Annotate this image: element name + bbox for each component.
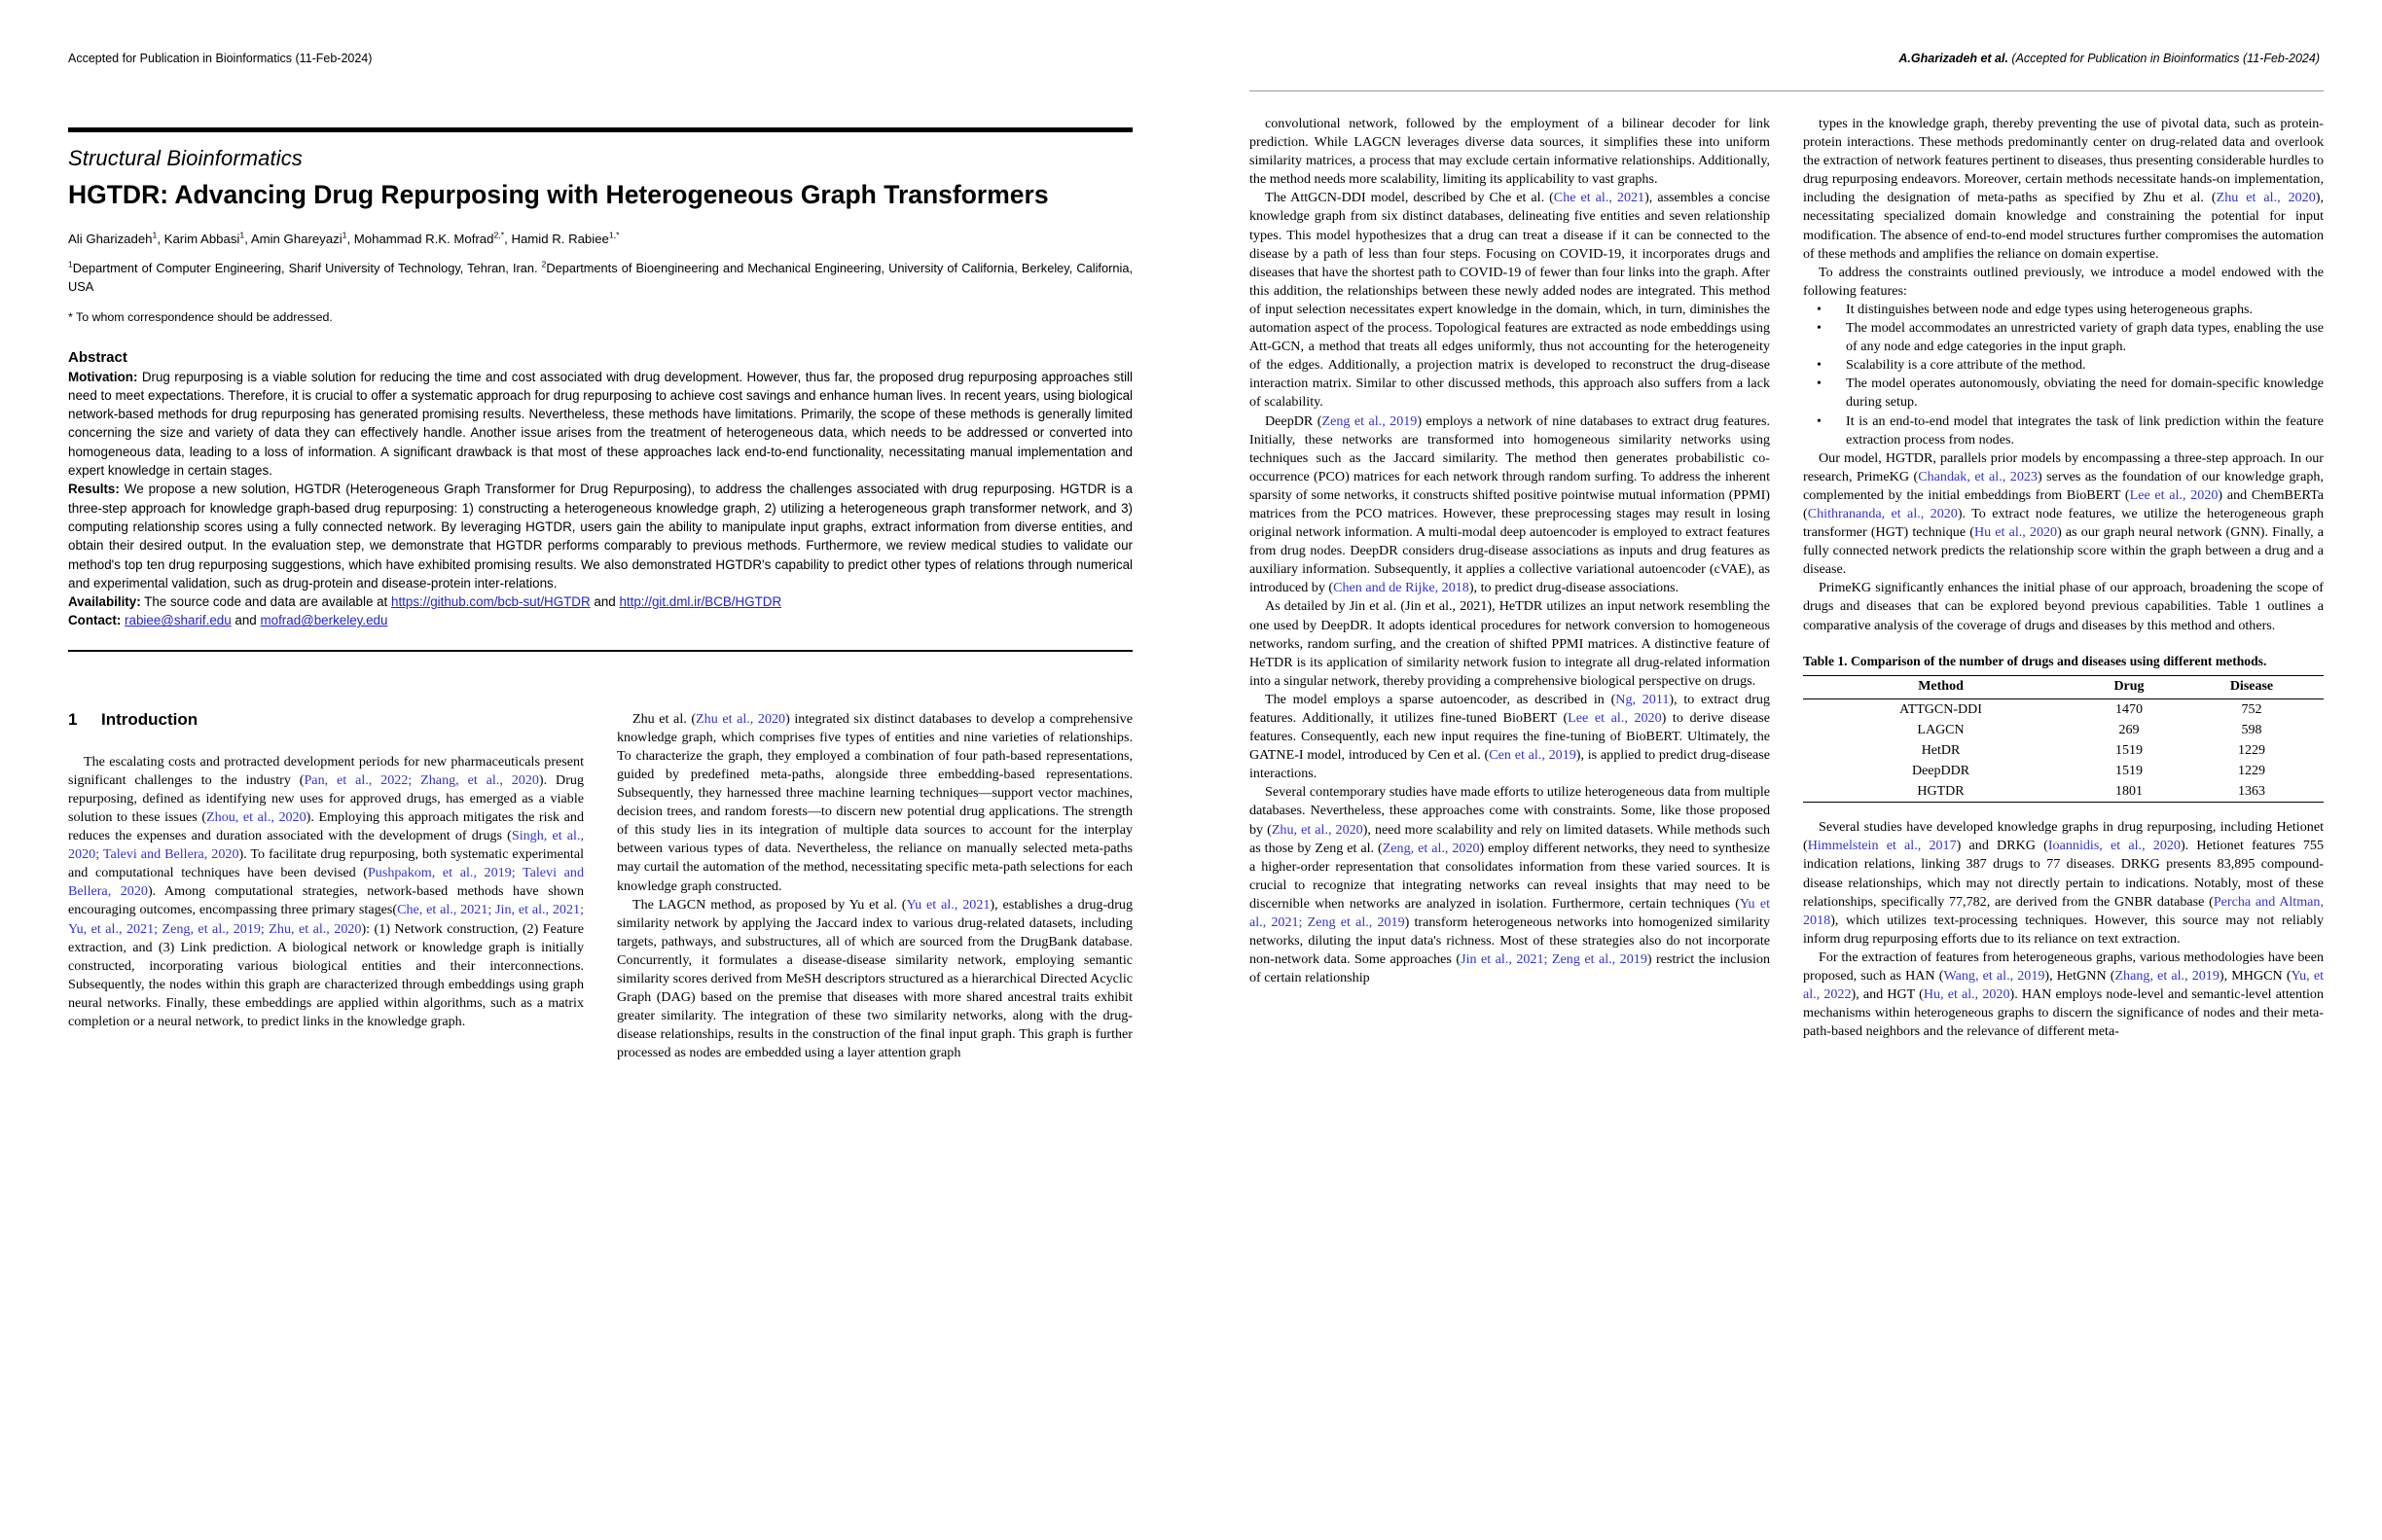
abstract-motivation	[68, 368, 1133, 481]
citation-link[interactable]: Percha and Altman, 2018	[1803, 893, 2324, 928]
abstract-contact	[68, 611, 1133, 629]
running-head-publication: (Accepted for Publication in Bioinformatics (11-Feb-2024)	[2007, 52, 2320, 65]
citation-link[interactable]: Hu, et al., 2020	[1923, 986, 2010, 1003]
body-paragraph: To address the constraints outlined previously, we introduce a model endowed with the following features:	[1803, 264, 2324, 299]
right-col1-paragraphs	[1249, 115, 1770, 987]
dml-repo-link[interactable]: http://git.dml.ir/BCB/HGTDR	[619, 594, 782, 610]
body-paragraph: Several contemporary studies have made efforts to utilize heterogeneous data from multiple databases. Nevertheless, these approaches come with constraints. Some, like those proposed by (Zhu, et al., 2020), need more scalability and rely on limited datasets. While methods such as those by Zeng et al. (Zeng, et al., 2020) employ different networks, they need to synthesize a higher-order representation that consolidates information from these varied sources. It is crucial to recognize that integrating networks can reveal insights that may need to be discernible when networks are analyzed in isolation. Furthermore, certain techniques (Yu et al., 2021; Zeng et al., 2019) transform heterogeneous networks into homogenized similarity networks, diluting the input data's richness. Most of these strategies also do not incorporate non-network data. Some approaches (Jin et al., 2021; Zeng et al., 2019) restrict the inclusion of certain relationship	[1249, 784, 1771, 986]
feature-list-item: • Scalability is a core attribute of the method.	[1803, 356, 2324, 375]
running-head-authors: A.Gharizadeh et al.	[1898, 52, 2008, 65]
abstract-motivation-text: Drug repurposing is a viable solution for reducing the time and cost associated with drug development. However, thus far, the proposed drug repurposing approaches still need to meet expectations. Therefore, it is crucial to offer a systematic approach for drug repurposing to achieve cost savings and enhance human lives. In recent years, using biological network-based methods for drug repurposing has generated promising results. Nevertheless, these methods have limitations. Primarily, the scope of these methods is generally limited concerning the size and variety of data they can effectively handle. Another issue arises from the treatment of heterogeneous data, which needs to be addressed or converted into homogeneous data, leading to a loss of information. A significant drawback is that most of these approaches lack end-to-end functionality, necessitating manual implementation and expert knowledge in certain stages.	[68, 369, 1133, 479]
author-list: Ali Gharizadeh$^1$, Karim Abbasi$^1$, Amin Ghareyazi$^1$, Mohammad R.K. Mofrad$^{2,*}$, Hamid R. Rabiee$^{1,*}$	[68, 230, 620, 247]
table-cell: LAGCN	[1917, 722, 1965, 737]
email-link-mofrad[interactable]: mofrad@berkeley.edu	[260, 613, 388, 628]
citation-link[interactable]: Zhou, et al., 2020	[206, 809, 307, 825]
table-caption: Table 1. Comparison of the number of drugs and diseases using different methods.	[1803, 653, 2267, 668]
section-number: 1	[68, 709, 78, 729]
running-head-right	[1249, 44, 2324, 73]
citation-link[interactable]: Zhu et al., 2020	[2216, 190, 2316, 206]
body-paragraph: The AttGCN-DDI model, described by Che et al. (Che et al., 2021), assembles a concise knowledge graph from six distinct databases, delineating five entities and seven relationship types. This model hypothesizes that a drug can treat a disease if it can be connected to the disease by a path of less than four steps. Focusing on COVID-19, it incorporates drugs and diseases that have the shortest path to COVID-19 of fewer than four links into the graph. After this addition, the relationships between these newly added nodes are integrated. This method of input selection necessitates expert knowledge in the domain, which, in turn, diminishes the automation aspect of the process. Topological features are extracted as node embeddings using Att-GCN, a method that treats all edges uniformly, thus not accounting for the heterogeneity of the edges. Additionally, a projection matrix is developed to reconstruct the drug-disease interaction matrix. Similar to other discussed methods, this approach also suffers from a lack of scalability.	[1249, 190, 1770, 411]
abstract-availability-label: Availability:	[68, 594, 141, 610]
citation-link[interactable]: Zhu, et al., 2020	[1271, 821, 1363, 838]
citation-link[interactable]: Zeng et al., 2019	[1321, 412, 1418, 429]
left-page-columns	[68, 710, 1133, 1063]
body-paragraph: The escalating costs and protracted development periods for new pharmaceuticals present significant challenges to the industry (Pan, et al., 2022; Zhang, et al., 2020). Drug repurposing, defined as identifying new uses for approved drugs, has emerged as a viable solution to these issues (Zhou, et al., 2020). Employing this approach mitigates the risk and reduces the expenses and duration associated with the development of drugs (Singh, et al., 2020; Talevi and Bellera, 2020). To facilitate drug repurposing, both systematic experimental and computational techniques have been devised (Pushpakom, et al., 2019; Talevi and Bellera, 2020). Among computational strategies, network-based methods have shown encouraging outcomes, encompassing three primary stages(Che, et al., 2021; Jin, et al., 2021; Yu, et al., 2021; Zeng, et al., 2019; Zhu, et al., 2020): (1) Network construction, (2) Feature extraction, and (3) Link prediction. A biological network or knowledge graph is initially constructed, incorporating various biological entities and their interconnections. Subsequently, the nodes within this graph are characterized through embeddings using graph neural networks. Finally, these embeddings are applied within algorithms, such as a matrix completion or a neural network, to predict links in the knowledge graph.	[68, 753, 584, 1030]
citation-link[interactable]: Jin et al., 2021; Zeng et al., 2019	[1461, 951, 1647, 968]
section-heading-introduction	[68, 710, 584, 730]
table-header	[1803, 676, 2324, 699]
citation-link[interactable]: Zhu et al., 2020	[696, 710, 786, 727]
table-bottom-spacer	[1803, 803, 2324, 818]
table-row	[1803, 720, 2324, 740]
table-cell: 598	[2241, 722, 2262, 737]
availability-conjunction: and	[590, 594, 620, 610]
feature-list-item: • It distinguishes between node and edge types using heterogeneous graphs.	[1803, 301, 2324, 319]
citation-link[interactable]: Yu, et al., 2022	[1803, 968, 2324, 1003]
running-head-rule	[1249, 90, 2324, 91]
body-paragraph: For the extraction of features from heterogeneous graphs, various methodologies have been proposed, such as HAN (Wang, et al., 2019), HetGNN (Zhang, et al., 2019), MHGCN (Yu, et al., 2022), and HGT (Hu, et al., 2020). HAN employs node-level and semantic-level attention mechanisms within heterogeneous graphs to discern the significance of nodes and their meta-path-based neighbors and the relevance of different meta-	[1803, 949, 2325, 1040]
citation-link[interactable]: Pushpakom, et al., 2019; Talevi and Bellera, 2020	[68, 865, 584, 900]
citation-link[interactable]: Zhang, et al., 2019	[2114, 968, 2220, 985]
abstract-results	[68, 480, 1133, 592]
body-paragraph: As detailed by Jin et al. (Jin et al., 2021), HeTDR utilizes an input network resembling the one used by DeepDR. It adopts identical procedures for network conversion to homogeneous networks, random surfing, and the creation of shifted PPMI matrices. A distinctive feature of HeTDR is its application of similarity network fusion to integrate all drug-related information into a singular network, thereby providing a comprehensive biological perspective on drugs.	[1249, 598, 1770, 689]
citation-link[interactable]: Singh, et al., 2020; Talevi and Bellera, 2020	[68, 828, 584, 863]
section-title: Introduction	[101, 709, 198, 729]
comparison-table	[1803, 675, 2324, 803]
feature-list-item: • The model operates autonomously, obviating the need for domain-specific knowledge during setup.	[1817, 376, 2324, 411]
email-link-rabiee[interactable]: rabiee@sharif.edu	[125, 613, 232, 628]
table-cell: 1229	[2237, 742, 2265, 758]
body-paragraph: types in the knowledge graph, thereby preventing the use of pivotal data, such as protein-protein interactions. These methods predominantly center on drug-related data and overlook the extraction of network features pertinent to diseases, thus presenting considerable hurdles to drug repurposing endeavors. Moreover, certain methods necessitate hands-on implementation, including the designation of meta-paths as specified by Zhu et al. (Zhu et al., 2020), necessitating specialized domain knowledge and constraining the potential for input modification. The absence of end-to-end model structures further compromises the automation of these methods and amplifies the reliance on domain expertise.	[1803, 116, 2325, 262]
citation-link[interactable]: Himmelstein et al., 2017	[1807, 838, 1957, 854]
github-repo-link[interactable]: https://github.com/bcb-sut/HGTDR	[391, 594, 591, 610]
body-paragraph: Zhu et al. (Zhu et al., 2020) integrated six distinct databases to develop a comprehensive knowledge graph, which comprises five types of entities and nine varieties of relationships. To characterize the graph, they employed a combination of four path-based representations, guided by predefined meta-paths, alongside three embedding-based representations. Subsequently, they harnessed three machine learning techniques—support vector machines, decision trees, and random forests—to discern new potential drug applications. The strength of this study lies in its integration of multiple data sources to account for the interplay between various types of data. Nevertheless, the reliance on manually selected meta-paths may curtail the automation of the method, necessitating specific meta-path selections for each knowledge graph constructed.	[617, 710, 1133, 894]
abstract-bottom-rule	[68, 650, 1133, 652]
citation-link[interactable]: Hu et al., 2020	[1973, 524, 2058, 541]
body-paragraph: The LAGCN method, as proposed by Yu et al. (Yu et al., 2021), establishes a drug-drug similarity network by applying the Jaccard index to various drug-related datasets, including targets, pathways, and substructures, all of which are sourced from the DrugBank database. Concurrently, it formulates a disease-disease similarity network, employing semantic similarity scores derived from MeSH descriptors structured as a hierarchical Directed Acyclic Graph (DAG) based on the premise that diseases with more shared ancestral traits exhibit greater similarity. The integration of these two similarity networks, along with the drug-disease relationships, results in the construction of the final input graph. This graph is further processed as nodes are embedded using a layer attention graph	[617, 896, 1133, 1061]
table-cell: HetDR	[1921, 742, 1961, 758]
left-page-column-2	[617, 710, 1133, 1063]
citation-link[interactable]: Ng, 2011	[1615, 691, 1670, 707]
citation-link[interactable]: Che et al., 2021	[1553, 190, 1645, 206]
right-page-column-1	[1249, 115, 1770, 1041]
citation-link[interactable]: Yu et al., 2021; Zeng et al., 2019	[1249, 895, 1770, 931]
table-cell: 1519	[2115, 742, 2143, 758]
page-title: HGTDR: Advancing Drug Repurposing with Heterogeneous Graph Transformers	[68, 180, 1049, 209]
bullet-icon: •	[1817, 376, 1822, 392]
bullet-icon: •	[1817, 320, 1822, 337]
table-row	[1803, 781, 2324, 803]
right-col2-bottom-paragraphs	[1803, 818, 2324, 1041]
citation-link[interactable]: Chandak, et al., 2023	[1918, 468, 2038, 484]
table-cell: 1470	[2115, 701, 2143, 717]
body-paragraph: Several studies have developed knowledge graphs in drug repurposing, including Hetionet (Himmelstein et al., 2017) and DRKG (Ioannidis, et al., 2020). Hetionet features 755 indication relations, linking 387 drugs to 77 diseases. DRKG presents 83,895 compound-disease relationships, which may not directly pertain to indications. Notably, most of these relationships, specifically 77,782, are derived from the GNBR database (Percha and Altman, 2018), which utilizes text-processing techniques. However, this source may not reliably inform drug repurposing efforts due to its reliance on text extraction.	[1803, 819, 2324, 947]
right-page-columns	[1249, 115, 2324, 1041]
table-cell: DeepDDR	[1911, 763, 1970, 778]
bullet-icon: •	[1817, 301, 1822, 317]
model-features-list	[1803, 301, 2324, 449]
table-row	[1803, 699, 2324, 721]
citation-link[interactable]: Zeng, et al., 2020	[1382, 840, 1480, 856]
table-cell: 1363	[2180, 781, 2324, 803]
table-header-row	[1803, 676, 2324, 699]
running-head-left: Accepted for Publication in Bioinformatics (11-Feb-2024)	[68, 52, 373, 65]
abstract-body	[68, 368, 1133, 630]
intro-paragraphs	[68, 753, 584, 1031]
abstract-contact-label: Contact:	[68, 613, 122, 628]
journal-section-label: Structural Bioinformatics	[68, 146, 303, 170]
body-paragraph: convolutional network, followed by the employment of a bilinear decoder for link prediction. While LAGCN leverages diverse data sources, it simplifies these into uniform similarity matrices, a process that may exclude certain informative relationships. Additionally, the method needs more scalability, limiting its applicability to vast graphs.	[1249, 116, 1770, 188]
citation-link[interactable]: Ioannidis, et al., 2020	[2047, 838, 2181, 854]
abstract-results-text: We propose a new solution, HGTDR (Heterogeneous Graph Transformer for Drug Repurposing), to address the challenges associated with drug repurposing. HGTDR is a three-step approach for knowledge graph-based drug repurposing: 1) constructing a heterogeneous knowledge graph, 2) utilizing a heterogeneous graph transformer network, and 3) computing relationship scores using a fully connected network. By leveraging HGTDR, users gain the ability to manipulate input graphs, extract information from diverse entities, and obtain their desired output. In the evaluation step, we demonstrate that HGTDR performs comparably to previous methods. Furthermore, we review medical studies to validate our method's top ten drug repurposing suggestions, which have exhibited promising results. We also demonstrated HGTDR's capability to predict other types of relations through numerical and experimental validation, such as drug-protein and disease-protein inter-relations.	[68, 482, 1133, 591]
table-body	[1803, 699, 2324, 803]
table-cell: 269	[2118, 722, 2140, 737]
citation-link[interactable]: Lee et al., 2020	[1568, 710, 1662, 726]
table-cell: 1229	[2237, 763, 2265, 778]
body-paragraph: DeepDR (Zeng et al., 2019) employs a network of nine databases to extract drug features. Initially, these networks are transformed into homogeneous similarity networks using techniques such as the Jaccard similarity. The method then generates probabilistic co-occurrence (PCO) matrices for each network through random surfing. To address the inherent sparsity of some networks, it constructs shifted positive pointwise mutual information (PPMI) matrices from the PCO matrices. However, these preprocessing stages may result in losing original network information. A multi-modal deep autoencoder is employed to extract features from drug nodes. DeepDR considers drug-disease associations as inputs and drug features as auxiliary information. Subsequently, it applies a collective variational autoencoder (cVAE), as introduced by (Chen and de Rijke, 2018), to predict drug-disease associations.	[1249, 412, 1771, 596]
contact-conjunction: and	[231, 613, 261, 628]
correspondence-note: * To whom correspondence should be addressed.	[68, 309, 333, 324]
table-column-header: Drug	[2078, 676, 2180, 699]
right-col2-top-paragraphs	[1803, 115, 2324, 301]
availability-text: The source code and data are available at	[140, 594, 391, 610]
abstract-availability	[68, 592, 1133, 611]
right-col2-mid-paragraphs	[1803, 449, 2324, 635]
table-cell: 752	[2241, 701, 2262, 717]
table-column-header: Method	[1803, 676, 2078, 699]
abstract-results-label: Results:	[68, 482, 120, 497]
table-cell: ATTGCN-DDI	[1899, 701, 1982, 717]
body-paragraph: PrimeKG significantly enhances the initial phase of our approach, broadening the scope of drugs and diseases that can be explored beyond previous capabilities. Table 1 outlines a comparative analysis of the coverage of drugs and diseases by this method and others.	[1803, 580, 2324, 633]
bullet-icon: •	[1817, 357, 1822, 374]
abstract-heading: Abstract	[68, 348, 127, 366]
citation-link[interactable]: Che, et al., 2021; Jin, et al., 2021; Yu, et al., 2021; Zeng, et al., 2019; Zhu, et al., 2020	[68, 902, 584, 937]
citation-link[interactable]: Yu et al., 2021	[906, 896, 991, 913]
citation-link[interactable]: Chithrananda, et al., 2020	[1807, 505, 1958, 521]
table-cell: HGTDR	[1803, 781, 2078, 803]
citation-link[interactable]: Chen and de Rijke, 2018	[1333, 580, 1469, 596]
table-column-header: Disease	[2180, 676, 2324, 699]
table-cell: 1801	[2078, 781, 2180, 803]
table-row	[1803, 740, 2324, 761]
right-page-column-2	[1803, 115, 2324, 1041]
citation-link[interactable]: Cen et al., 2019	[1489, 747, 1576, 764]
table-row	[1803, 761, 2324, 781]
abstract-motivation-label: Motivation:	[68, 369, 138, 384]
feature-list-item: • It is an end-to-end model that integrates the task of link prediction within the feature extraction process from nodes.	[1817, 412, 2324, 448]
citation-link[interactable]: Lee et al., 2020	[2129, 486, 2219, 503]
table-cell: 1519	[2115, 763, 2143, 778]
title-top-rule	[68, 127, 1133, 132]
feature-list-item: • The model accommodates an unrestricted variety of graph data types, enabling the use of any node and edge categories in the input graph.	[1817, 320, 2324, 355]
bullet-icon: •	[1817, 412, 1822, 429]
body-paragraph: Our model, HGTDR, parallels prior models by encompassing a three-step approach. In our research, PrimeKG (Chandak, et al., 2023) serves as the foundation of our knowledge graph, complemented by the initial embeddings from BioBERT (Lee et al., 2020) and ChemBERTa (Chithrananda, et al., 2020). To extract node features, we utilize the heterogeneous graph transformer (HGT) technique (Hu et al., 2020) as our graph neural network (GNN). Finally, a fully connected network predicts the relationship score within the graph between a drug and a disease.	[1803, 449, 2325, 578]
page-right	[1191, 0, 2382, 1540]
left-page-column-1	[68, 710, 584, 1063]
body-paragraph: The model employs a sparse autoencoder, as described in (Ng, 2011), to extract drug features. Additionally, it utilizes fine-tuned BioBERT (Lee et al., 2020) to derive disease features. Consequently, each new input requires the fine-tuning of BioBERT. Ultimately, the GATNE-I model, introduced by Cen et al. (Cen et al., 2019), is applied to predict drug-disease interactions.	[1249, 691, 1770, 782]
affiliations: $^1$Department of Computer Engineering, Sharif University of Technology, Tehran, Iran. $^2$Departments of Bioengineering and Mechanical Engineering, University of California, Berkeley, California, USA	[68, 260, 1133, 295]
citation-link[interactable]: Wang, et al., 2019	[1943, 968, 2045, 985]
left-col2-paragraphs	[617, 710, 1133, 1063]
citation-link[interactable]: Pan, et al., 2022; Zhang, et al., 2020	[304, 771, 539, 788]
